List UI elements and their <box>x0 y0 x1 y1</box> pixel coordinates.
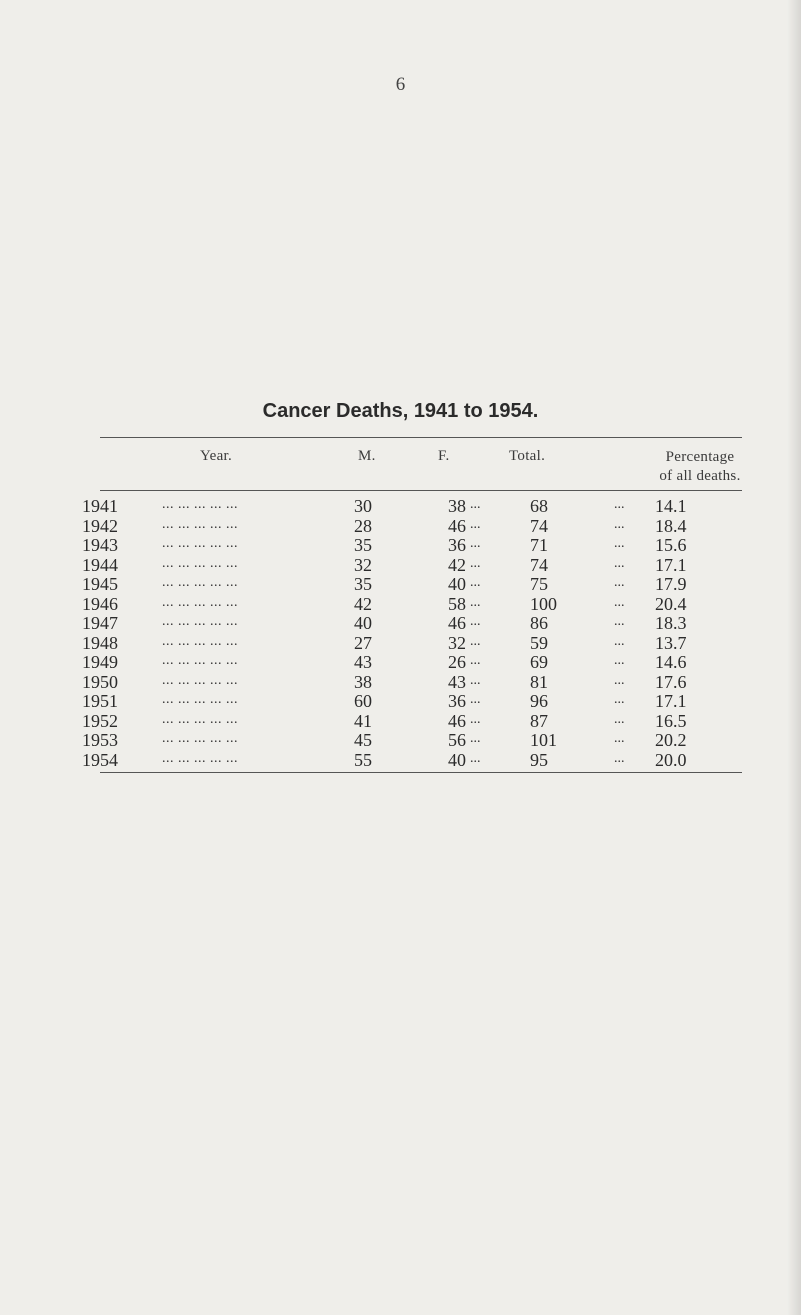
leader-dots: ... <box>470 750 481 766</box>
leader-dots: ... ... ... ... ... <box>162 536 238 551</box>
leader-dots: ... <box>470 633 481 649</box>
cell-percentage: 14.1 <box>655 496 687 516</box>
cell-total: 86 <box>530 613 548 633</box>
cell-year: 1947 <box>82 613 118 633</box>
cell-year: 1945 <box>82 574 118 594</box>
cell-male: 41 <box>354 710 372 731</box>
table-row <box>0 672 801 692</box>
cell-total: 87 <box>530 710 548 731</box>
cell-male: 40 <box>354 613 372 633</box>
cell-total: 81 <box>530 671 548 692</box>
cell-female: 46 <box>448 613 466 633</box>
leader-dots: ... <box>614 614 625 629</box>
cell-total: 101 <box>530 730 557 750</box>
cell-percentage: 20.0 <box>655 749 687 770</box>
leader-dots: ... ... ... ... ... <box>162 731 238 746</box>
leader-dots: ... <box>470 614 481 629</box>
leader-dots: ... <box>470 594 481 610</box>
cell-female: 56 <box>448 730 466 750</box>
cell-percentage: 20.2 <box>655 730 687 750</box>
cell-female: 32 <box>448 632 466 653</box>
cell-percentage: 17.6 <box>655 671 687 692</box>
cell-total: 95 <box>530 749 548 770</box>
cell-female: 58 <box>448 593 466 614</box>
leader-dots: ... <box>614 575 625 590</box>
leader-dots: ... <box>470 516 481 532</box>
cell-year: 1941 <box>82 496 118 516</box>
table-row <box>0 613 801 633</box>
cell-total: 59 <box>530 632 548 653</box>
cell-female: 38 <box>448 496 466 516</box>
cell-percentage: 18.4 <box>655 515 687 536</box>
cell-year: 1949 <box>82 652 118 672</box>
table-body <box>0 496 801 769</box>
header-percentage <box>640 448 760 486</box>
cell-female: 40 <box>448 749 466 770</box>
cell-percentage: 13.7 <box>655 632 687 653</box>
table-row <box>0 496 801 516</box>
leader-dots: ... ... ... ... ... <box>162 711 238 727</box>
cell-male: 30 <box>354 496 372 516</box>
cell-year: 1944 <box>82 554 118 575</box>
table-title: Cancer Deaths, 1941 to 1954. <box>262 400 539 422</box>
cell-female: 36 <box>448 691 466 711</box>
cell-total: 69 <box>530 652 548 672</box>
cell-year: 1951 <box>82 691 118 711</box>
leader-dots: ... <box>470 575 481 590</box>
header-rule <box>100 490 742 491</box>
table-row <box>0 516 801 536</box>
leader-dots: ... ... ... ... ... <box>162 672 238 688</box>
leader-dots: ... <box>470 692 481 707</box>
leader-dots: ... <box>614 516 625 532</box>
table-bottom-rule <box>100 772 742 773</box>
cell-percentage: 14.6 <box>655 652 687 672</box>
header-total: Total. <box>509 448 546 464</box>
cell-total: 74 <box>530 554 548 575</box>
leader-dots: ... ... ... ... ... <box>162 575 238 590</box>
cell-female: 36 <box>448 535 466 555</box>
cell-total: 100 <box>530 593 557 614</box>
cell-female: 46 <box>448 710 466 731</box>
cell-total: 75 <box>530 574 548 594</box>
leader-dots: ... <box>470 731 481 746</box>
header-female: F. <box>438 448 450 464</box>
cell-percentage: 20.4 <box>655 593 687 614</box>
cell-year: 1950 <box>82 671 118 692</box>
cell-total: 71 <box>530 535 548 555</box>
cell-male: 55 <box>354 749 372 770</box>
leader-dots: ... ... ... ... ... <box>162 555 238 571</box>
cell-year: 1946 <box>82 593 118 614</box>
cell-percentage: 15.6 <box>655 535 687 555</box>
leader-dots: ... <box>614 731 625 746</box>
leader-dots: ... <box>614 672 625 688</box>
cell-male: 38 <box>354 671 372 692</box>
leader-dots: ... <box>614 711 625 727</box>
page-number: 6 <box>395 74 406 95</box>
table-row <box>0 574 801 594</box>
cell-percentage: 17.1 <box>655 691 687 711</box>
cell-year: 1948 <box>82 632 118 653</box>
leader-dots: ... <box>614 750 625 766</box>
cell-male: 28 <box>354 515 372 536</box>
cell-percentage: 16.5 <box>655 710 687 731</box>
leader-dots: ... ... ... ... ... <box>162 594 238 610</box>
cell-percentage: 17.1 <box>655 554 687 575</box>
leader-dots: ... ... ... ... ... <box>162 497 238 512</box>
table-row <box>0 633 801 653</box>
cell-year: 1942 <box>82 515 118 536</box>
cell-male: 60 <box>354 691 372 711</box>
cell-female: 43 <box>448 671 466 692</box>
cell-total: 96 <box>530 691 548 711</box>
cell-female: 42 <box>448 554 466 575</box>
leader-dots: ... <box>470 711 481 727</box>
cell-year: 1954 <box>82 749 118 770</box>
leader-dots: ... ... ... ... ... <box>162 516 238 532</box>
cell-male: 35 <box>354 535 372 555</box>
leader-dots: ... <box>614 536 625 551</box>
cell-male: 42 <box>354 593 372 614</box>
cell-year: 1952 <box>82 710 118 731</box>
cell-total: 74 <box>530 515 548 536</box>
cell-female: 40 <box>448 574 466 594</box>
cell-male: 45 <box>354 730 372 750</box>
table-row <box>0 652 801 672</box>
leader-dots: ... <box>470 555 481 571</box>
table-row <box>0 750 801 770</box>
cell-percentage: 18.3 <box>655 613 687 633</box>
table-row <box>0 711 801 731</box>
table-row <box>0 730 801 750</box>
leader-dots: ... ... ... ... ... <box>162 614 238 629</box>
cell-percentage: 17.9 <box>655 574 687 594</box>
header-percentage-line1: Percentage <box>665 449 735 465</box>
leader-dots: ... <box>470 672 481 688</box>
table-top-rule <box>100 437 742 438</box>
leader-dots: ... <box>614 633 625 649</box>
leader-dots: ... <box>470 536 481 551</box>
leader-dots: ... <box>614 653 625 668</box>
leader-dots: ... ... ... ... ... <box>162 633 238 649</box>
cell-year: 1943 <box>82 535 118 555</box>
table-row <box>0 594 801 614</box>
leader-dots: ... <box>470 653 481 668</box>
table-row <box>0 555 801 575</box>
leader-dots: ... ... ... ... ... <box>162 653 238 668</box>
cell-male: 32 <box>354 554 372 575</box>
cell-male: 27 <box>354 632 372 653</box>
cell-male: 43 <box>354 652 372 672</box>
table-row <box>0 535 801 555</box>
cell-year: 1953 <box>82 730 118 750</box>
cell-total: 68 <box>530 496 548 516</box>
cell-female: 46 <box>448 515 466 536</box>
leader-dots: ... <box>614 497 625 512</box>
header-percentage-line2: of all deaths. <box>659 468 741 484</box>
leader-dots: ... ... ... ... ... <box>162 750 238 766</box>
leader-dots: ... <box>614 692 625 707</box>
header-year: Year. <box>200 448 233 464</box>
leader-dots: ... <box>614 555 625 571</box>
header-male: M. <box>358 448 376 464</box>
leader-dots: ... <box>470 497 481 512</box>
table-row <box>0 691 801 711</box>
leader-dots: ... ... ... ... ... <box>162 692 238 707</box>
cell-male: 35 <box>354 574 372 594</box>
cell-female: 26 <box>448 652 466 672</box>
leader-dots: ... <box>614 594 625 610</box>
